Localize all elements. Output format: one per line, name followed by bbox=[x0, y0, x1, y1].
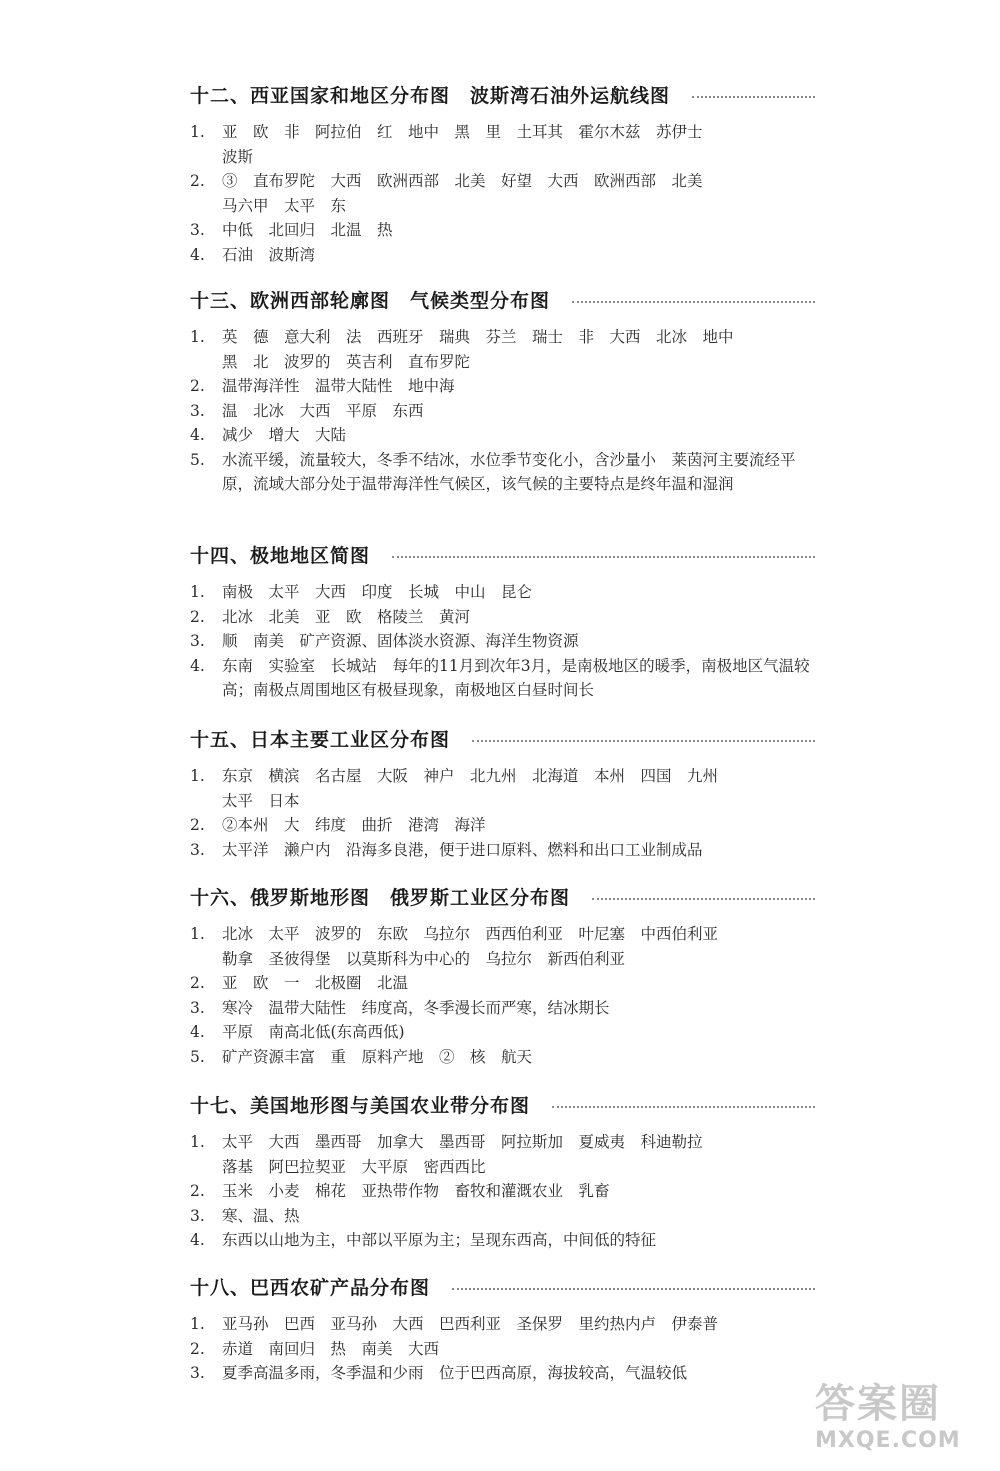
item-text: 亚 欧 一 北极圈 北温 bbox=[222, 974, 409, 992]
item-number: 4. bbox=[190, 1231, 205, 1249]
item-text: 寒冷 温带大陆性 纬度高，冬季漫长而严寒，结冰期长 bbox=[222, 998, 610, 1017]
item-number: 5. bbox=[190, 450, 205, 469]
item-number: 3. bbox=[190, 221, 205, 239]
watermark-url: MXQE.COM bbox=[815, 1428, 961, 1453]
answer-item bbox=[190, 838, 815, 863]
answer-item bbox=[190, 399, 815, 424]
item-text: 矿产资源丰富 重 原料产地 ② 核 航天 bbox=[222, 1047, 533, 1066]
answer-item bbox=[190, 325, 815, 374]
item-number: 4. bbox=[190, 656, 205, 675]
item-number: 1. bbox=[190, 1315, 205, 1333]
item-text: 北冰 太平 波罗的 东欧 乌拉尔 西西伯利亚 叶尼塞 中西伯利亚 勒拿 圣彼得堡 以莫斯科为中心的 乌拉尔 新西伯利亚 bbox=[222, 925, 719, 968]
section-heading: 十四、极地地区简图 bbox=[190, 544, 371, 567]
item-text: 亚 欧 非 阿拉伯 红 地中 黑 里 土耳其 霍尔木兹 苏伊士 波斯 bbox=[222, 123, 703, 166]
item-text: 东西以山地为主，中部以平原为主；呈现东西高，中间低的特征 bbox=[222, 1231, 657, 1249]
item-number: 1. bbox=[190, 925, 205, 943]
answer-item bbox=[190, 448, 815, 497]
answer-item bbox=[190, 1179, 815, 1204]
item-text: 南极 太平 大西 印度 长城 中山 昆仑 bbox=[222, 583, 533, 601]
item-number: 5. bbox=[190, 1047, 205, 1066]
dotted-leader bbox=[592, 898, 815, 900]
watermark-text: 答案圈 bbox=[815, 1381, 941, 1427]
answer-item bbox=[190, 423, 815, 448]
item-number: 4. bbox=[190, 426, 205, 444]
item-number: 4. bbox=[190, 245, 205, 264]
section-heading: 十五、日本主要工业区分布图 bbox=[190, 728, 451, 751]
item-number: 3. bbox=[190, 1206, 205, 1225]
answer-item bbox=[190, 374, 815, 399]
answer-item bbox=[190, 1312, 815, 1337]
dotted-leader bbox=[572, 301, 815, 303]
item-text: 石油 波斯湾 bbox=[222, 245, 316, 264]
item-number: 2. bbox=[190, 172, 205, 190]
item-number: 4. bbox=[190, 1023, 205, 1041]
section-heading: 十七、美国地形图与美国农业带分布图 bbox=[190, 1094, 531, 1117]
item-number: 3. bbox=[190, 998, 205, 1017]
item-text: 东京 横滨 名古屋 大阪 神户 北九州 北海道 本州 四国 九州 太平 日本 bbox=[222, 767, 719, 810]
item-text: 夏季高温多雨，冬季温和少雨 位于巴西高原，海拔较高，气温较低 bbox=[222, 1364, 688, 1382]
section-heading: 十六、俄罗斯地形图 俄罗斯工业区分布图 bbox=[190, 886, 571, 909]
item-text: 太平洋 濑户内 沿海多良港，便于进口原料、燃料和出口工业制成品 bbox=[222, 840, 703, 859]
item-number: 2. bbox=[190, 607, 205, 626]
answer-item bbox=[190, 1361, 815, 1386]
section-17 bbox=[190, 1088, 815, 1253]
item-text: 中低 北回归 北温 热 bbox=[222, 221, 393, 239]
section-18 bbox=[190, 1270, 815, 1386]
section-heading: 十八、巴西农矿产品分布图 bbox=[190, 1276, 431, 1299]
item-text: 玉米 小麦 棉花 亚热带作物 畜牧和灌溉农业 乳畜 bbox=[222, 1182, 610, 1200]
item-number: 3. bbox=[190, 1364, 205, 1382]
item-number: 1. bbox=[190, 767, 205, 785]
item-number: 3. bbox=[190, 401, 205, 420]
item-number: 1. bbox=[190, 583, 205, 601]
answer-item bbox=[190, 922, 815, 971]
dotted-leader bbox=[472, 740, 815, 742]
item-text: 温 北冰 大西 平原 东西 bbox=[222, 401, 424, 420]
answer-item bbox=[190, 996, 815, 1021]
answer-item bbox=[190, 1204, 815, 1229]
answer-item bbox=[190, 1045, 815, 1070]
answer-item bbox=[190, 605, 815, 630]
item-text: 北冰 北美 亚 欧 格陵兰 黄河 bbox=[222, 607, 471, 626]
section-heading: 十二、西亚国家和地区分布图 波斯湾石油外运航线图 bbox=[190, 84, 671, 107]
section-14 bbox=[190, 538, 815, 703]
section-12 bbox=[190, 78, 815, 267]
answer-item bbox=[190, 629, 815, 654]
answer-item bbox=[190, 971, 815, 996]
item-number: 1. bbox=[190, 328, 205, 346]
answer-item bbox=[190, 218, 815, 243]
dotted-leader bbox=[552, 1106, 815, 1108]
item-text: 太平 大西 墨西哥 加拿大 墨西哥 阿拉斯加 夏威夷 科迪勒拉 落基 阿巴拉契亚 大平原 密西西比 bbox=[222, 1133, 703, 1176]
item-text: 英 德 意大利 法 西班牙 瑞典 芬兰 瑞士 非 大西 北冰 地中 黑 北 波罗的 英吉利 直布罗陀 bbox=[222, 328, 734, 371]
item-text: 温带海洋性 温带大陆性 地中海 bbox=[222, 377, 455, 395]
item-text: 顺 南美 矿产资源、固体淡水资源、海洋生物资源 bbox=[222, 632, 579, 650]
section-heading: 十三、欧洲西部轮廓图 气候类型分布图 bbox=[190, 289, 551, 312]
item-text: ③ 直布罗陀 大西 欧洲西部 北美 好望 大西 欧洲西部 北美 马六甲 太平 东 bbox=[222, 172, 703, 215]
answer-item bbox=[190, 580, 815, 605]
answer-item bbox=[190, 1130, 815, 1179]
answer-item bbox=[190, 654, 815, 703]
dotted-leader bbox=[692, 96, 815, 98]
item-number: 3. bbox=[190, 840, 205, 859]
answer-item bbox=[190, 169, 815, 218]
answer-item bbox=[190, 1337, 815, 1362]
answer-item bbox=[190, 120, 815, 169]
answer-item bbox=[190, 243, 815, 268]
item-text: 减少 增大 大陆 bbox=[222, 426, 347, 444]
section-15 bbox=[190, 722, 815, 862]
item-number: 3. bbox=[190, 632, 205, 650]
answer-item bbox=[190, 1228, 815, 1253]
answer-item bbox=[190, 1020, 815, 1045]
item-number: 2. bbox=[190, 377, 205, 395]
section-13 bbox=[190, 283, 815, 497]
section-16 bbox=[190, 880, 815, 1069]
item-text: 东南 实验室 长城站 每年的11月到次年3月，是南极地区的暖季，南极地区气温较高；南极点周围地区有极昼现象，南极地区白昼时间长 bbox=[222, 656, 810, 699]
item-text: 寒、温、热 bbox=[222, 1206, 300, 1225]
item-number: 1. bbox=[190, 123, 205, 141]
item-number: 2. bbox=[190, 974, 205, 992]
answer-item bbox=[190, 764, 815, 813]
item-text: 平原 南高北低(东高西低) bbox=[222, 1023, 405, 1041]
item-text: 水流平缓，流量较大，冬季不结冰，水位季节变化小，含沙量小 莱茵河主要流经平原，流域大部分处于温带海洋性气候区，该气候的主要特点是终年温和湿润 bbox=[222, 450, 796, 493]
item-number: 2. bbox=[190, 816, 205, 834]
item-number: 2. bbox=[190, 1339, 205, 1358]
item-number: 1. bbox=[190, 1133, 205, 1151]
item-text: 赤道 南回归 热 南美 大西 bbox=[222, 1339, 440, 1358]
item-text: ②本州 大 纬度 曲折 港湾 海洋 bbox=[222, 816, 486, 834]
watermark-logo bbox=[815, 1380, 995, 1465]
item-number: 2. bbox=[190, 1182, 205, 1200]
answer-item bbox=[190, 813, 815, 838]
dotted-leader bbox=[452, 1288, 815, 1290]
item-text: 亚马孙 巴西 亚马孙 大西 巴西利亚 圣保罗 里约热内卢 伊泰普 bbox=[222, 1315, 719, 1333]
dotted-leader bbox=[392, 556, 815, 558]
